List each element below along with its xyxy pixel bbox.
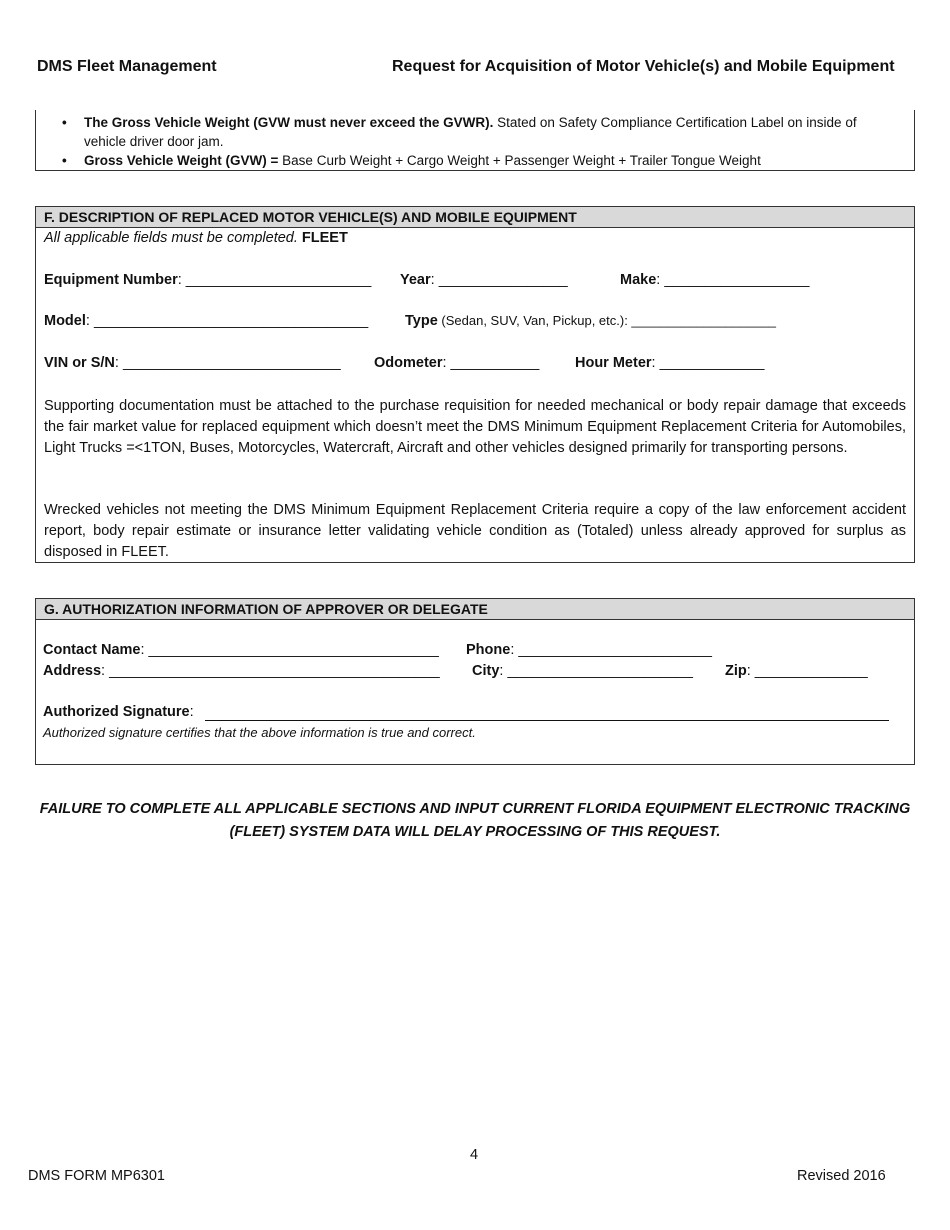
odometer-label: Odometer bbox=[374, 355, 443, 371]
make-label: Make bbox=[620, 272, 657, 288]
type-label: Type bbox=[405, 313, 438, 329]
address-label: Address bbox=[43, 663, 102, 679]
contact-name-input[interactable]: : ____________________________________ bbox=[140, 642, 439, 658]
section-f-title: F. DESCRIPTION OF REPLACED MOTOR VEHICLE(S) AND MOBILE EQUIPMENT bbox=[36, 207, 914, 228]
model-label: Model bbox=[44, 313, 86, 329]
supporting-docs-paragraph: Supporting documentation must be attached to the purchase requisition for needed mechanical or body repair damage that exceeds the fair market value for replaced equipment which doesn’t meet the DMS Minimum Equipment Replacement Criteria for Automobiles, Light Trucks =<1TON, Buses, Motorcycles, Watercraft, Aircraft and other vehicles designed primarily for transporting persons. bbox=[44, 398, 906, 456]
type-input[interactable]: (Sedan, SUV, Van, Pickup, etc.): ____________________ bbox=[437, 313, 777, 328]
vin-label: VIN or S/N bbox=[44, 355, 115, 371]
odometer-field[interactable] bbox=[374, 355, 539, 371]
header-title: Request for Acquisition of Motor Vehicle(s) and Mobile Equipment bbox=[392, 58, 895, 75]
weight-info-box: • The Gross Vehicle Weight (GVW must never exceed the GVWR). Stated on Safety Compliance Certification Label on inside of vehicle driver door jam. • Gross Vehicle Weight (GVW) = Base Curb Weight + Cargo Weight + Passenger Weight + Trailer Tongue Weight bbox=[35, 110, 915, 171]
wrecked-vehicles-paragraph: Wrecked vehicles not meeting the DMS Minimum Equipment Replacement Criteria require a copy of the law enforcement accident report, body repair estimate or insurance letter validating vehicle condition as (Totaled) unless already approved for surplus as disposed in FLEET. bbox=[44, 502, 906, 560]
address-input[interactable]: : _________________________________________ bbox=[101, 663, 440, 679]
model-field[interactable] bbox=[44, 313, 368, 329]
hour-meter-input[interactable]: : _____________ bbox=[651, 355, 765, 371]
section-g-title: G. AUTHORIZATION INFORMATION OF APPROVER OR DELEGATE bbox=[36, 599, 914, 620]
signature-field[interactable] bbox=[43, 704, 194, 720]
bullet-gvw-rule-text: Stated on Safety Compliance Certification Label on inside of vehicle driver door jam. bbox=[84, 115, 857, 149]
form-id: DMS FORM MP6301 bbox=[28, 1168, 165, 1184]
city-input[interactable]: : _______________________ bbox=[499, 663, 693, 679]
bullet-gvw-formula-bold: Gross Vehicle Weight (GVW) = bbox=[84, 153, 279, 168]
signature-label: Authorized Signature bbox=[43, 704, 190, 720]
section-f bbox=[35, 206, 915, 563]
phone-field[interactable] bbox=[466, 642, 712, 658]
city-field[interactable] bbox=[472, 663, 693, 679]
zip-input[interactable]: : ______________ bbox=[746, 663, 868, 679]
equipment-number-field[interactable] bbox=[44, 272, 371, 288]
city-label: City bbox=[472, 663, 500, 679]
contact-name-field[interactable] bbox=[43, 642, 439, 658]
equipment-number-input[interactable]: : _______________________ bbox=[177, 272, 372, 288]
vin-field[interactable] bbox=[44, 355, 341, 371]
header-org: DMS Fleet Management bbox=[37, 58, 217, 75]
hour-meter-field[interactable] bbox=[575, 355, 764, 371]
contact-name-label: Contact Name bbox=[43, 642, 141, 658]
make-field[interactable] bbox=[620, 272, 810, 288]
model-input[interactable]: : __________________________________ bbox=[85, 313, 369, 329]
vin-input[interactable]: : ___________________________ bbox=[114, 355, 341, 371]
section-f-instruction bbox=[44, 230, 348, 246]
signature-line[interactable] bbox=[205, 720, 889, 721]
equipment-number-label: Equipment Number bbox=[44, 272, 178, 288]
section-g bbox=[35, 598, 915, 765]
zip-field[interactable] bbox=[725, 663, 868, 679]
bullet-gvw-formula-text: Base Curb Weight + Cargo Weight + Passenger Weight + Trailer Tongue Weight bbox=[278, 153, 761, 168]
phone-label: Phone bbox=[466, 642, 511, 658]
signature-certification: Authorized signature certifies that the above information is true and correct. bbox=[43, 725, 476, 740]
make-input[interactable]: : __________________ bbox=[656, 272, 810, 288]
phone-input[interactable]: : ________________________ bbox=[510, 642, 712, 658]
year-label: Year bbox=[400, 272, 431, 288]
page-number: 4 bbox=[470, 1147, 479, 1163]
type-field[interactable] bbox=[405, 313, 776, 329]
address-field[interactable] bbox=[43, 663, 440, 679]
instruction-text: All applicable fields must be completed. bbox=[44, 230, 298, 246]
revised-date: Revised 2016 bbox=[797, 1168, 886, 1184]
year-input[interactable]: : ________________ bbox=[430, 272, 568, 288]
hour-meter-label: Hour Meter bbox=[575, 355, 652, 371]
odometer-input[interactable]: : ___________ bbox=[442, 355, 540, 371]
processing-warning: FAILURE TO COMPLETE ALL APPLICABLE SECTIONS AND INPUT CURRENT FLORIDA EQUIPMENT ELECTRONIC TRACKING (FLEET) SYSTEM DATA WILL DELAY PROCESSING OF THIS REQUEST. bbox=[39, 801, 911, 840]
zip-label: Zip bbox=[725, 663, 747, 679]
year-field[interactable] bbox=[400, 272, 568, 288]
bullet-gvw-rule-bold: The Gross Vehicle Weight (GVW must never exceed the GVWR). bbox=[84, 115, 494, 130]
signature-colon: : bbox=[189, 704, 194, 720]
instruction-fleet: FLEET bbox=[301, 230, 348, 246]
